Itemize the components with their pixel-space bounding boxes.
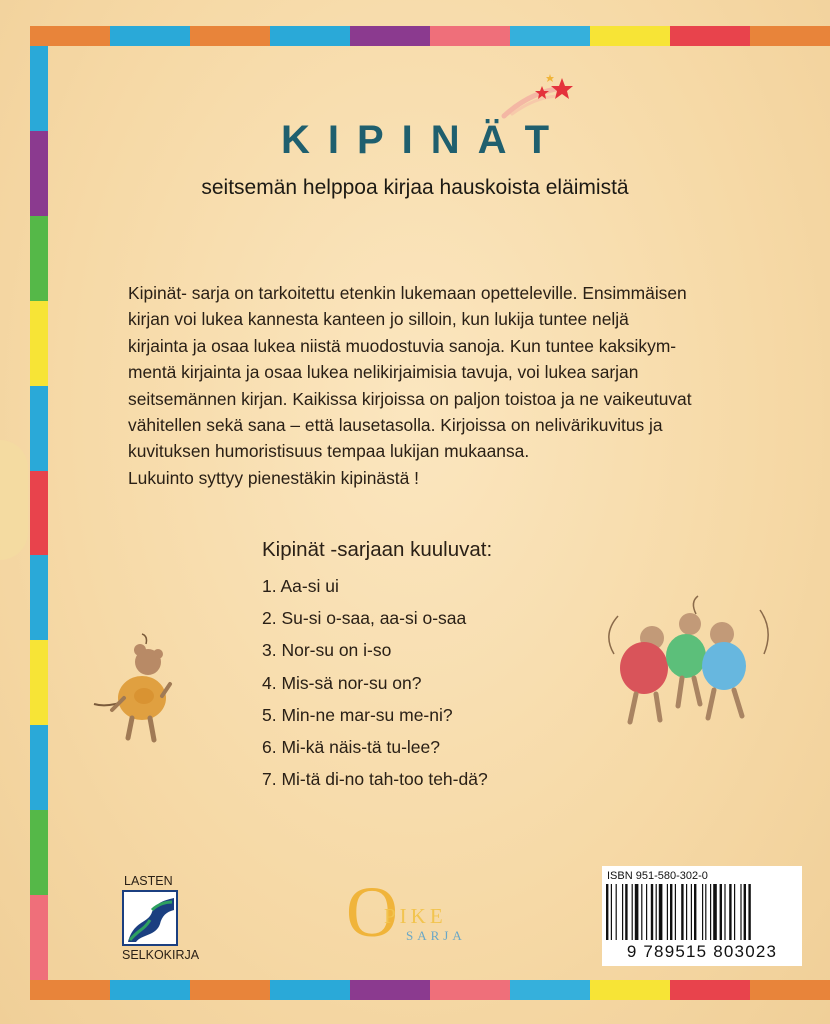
barcode-stripe [705,884,706,940]
border-segment [350,26,430,46]
book-list-item: 4. Mis-sä nor-su on? [262,672,422,693]
barcode-stripe [606,884,608,940]
border-segment [270,980,350,1000]
border-segment [590,980,670,1000]
barcode-stripe [694,884,696,940]
border-segment [510,26,590,46]
border-segment [670,26,750,46]
border-segment [30,26,110,46]
barcode-stripe [729,884,731,940]
barcode-stripe [641,884,642,940]
selkokirja-label: SELKOKIRJA [122,948,200,962]
isbn-label: ISBN 951-580-302-0 [607,870,708,882]
barcode-stripe [686,884,687,940]
border-segment [430,26,510,46]
barcode-stripe [611,884,612,940]
book-list-item: 3. Nor-su on i-so [262,640,392,661]
series-subtitle: seitsemän helppoa kirjaa hauskoista eläimistä [201,176,629,199]
barcode-stripe [734,884,735,940]
book-list-item: 6. Mi-kä näis-tä tu-lee? [262,736,440,757]
book-list-heading: Kipinät -sarjaan kuuluvat: [262,538,493,561]
barcode-stripe [651,884,653,940]
lasten-selkokirja-logo [122,874,200,962]
border-segment [430,980,510,1000]
barcode-stripe [744,884,746,940]
border-segment [30,471,48,556]
barcode-stripe [625,884,627,940]
barcode-stripe [667,884,668,940]
description-line: mentä kirjainta ja osaa lukea nelikirjaimisia tavuja, voi lukea sarjan [128,362,639,383]
lasten-selkokirja-logo-icon [122,890,178,946]
description-line: Lukuinto syttyy pienestäkin kipinästä ! [128,467,419,488]
border-segment [270,26,350,46]
book-list-item: 7. Mi-tä di-no tah-too teh-dä? [262,769,488,790]
border-segment [590,26,670,46]
description-line: kirjainta ja osaa lukea niistä muodostuvia sanoja. Kun tuntee kaksikym- [128,335,677,356]
border-segment [110,980,190,1000]
opike-text: PIKE [384,904,447,928]
cover-bulge [0,440,28,560]
description-line: Kipinät- sarja on tarkoitettu etenkin lukemaan opetteleville. Ensimmäisen [128,283,687,303]
border-segment [30,980,110,1000]
border-segment [350,980,430,1000]
shooting-star-icon [500,72,580,122]
barcode-stripe [635,884,639,940]
border-segment [30,640,48,725]
border-segment [670,980,750,1000]
book-list-item: 5. Min-ne mar-su me-ni? [262,704,453,725]
barcode-stripe [691,884,692,940]
barcode-stripe [681,884,683,940]
description-line: seitsemännen kirjan. Kaikissa kirjoissa on paljon toistoa ja ne vaikeutuvat [128,388,692,409]
description-line: kuvituksen humoristisuus tempaa lukijan mukaansa. [128,441,530,462]
barcode-stripe [656,884,657,940]
sarja-text: SARJA [406,928,466,943]
barcode-area [602,866,802,966]
barcode-stripe [670,884,672,940]
three-mice-illustration [604,594,774,734]
barcode-stripe [710,884,711,940]
barcode-stripe [720,884,722,940]
book-list-item: 2. Su-si o-saa, aa-si o-saa [262,608,467,629]
border-segment [30,725,48,810]
barcode-stripe [646,884,647,940]
barcode-stripe [616,884,617,940]
series-title: KIPINÄT [281,118,567,162]
border-segment [750,980,830,1000]
barcode-stripe [702,884,703,940]
series-description [128,280,752,491]
border-segment [190,26,270,46]
description-line: vähitellen sekä sana – että lausetasolla. Kirjoissa on nelivärikuvitus ja [128,415,663,436]
barcode-stripe [659,884,663,940]
barcode-stripe [748,884,750,940]
border-segment [510,980,590,1000]
bottom-color-border [30,980,830,1000]
border-segment [30,895,48,980]
border-segment [30,386,48,471]
border-segment [30,301,48,386]
border-segment [750,26,830,46]
border-segment [30,216,48,301]
mouse-illustration [88,626,188,746]
barcode-number: 9 789515 803023 [626,942,778,961]
border-segment [190,980,270,1000]
barcode-stripe [675,884,676,940]
book-list-item: 1. Aa-si ui [262,576,339,596]
barcode-stripe [622,884,623,940]
border-segment [30,810,48,895]
barcode-stripe [713,884,717,940]
border-segment [30,555,48,640]
opike-o: O [346,872,398,952]
description-line: kirjan voi lukea kannesta kanteen jo silloin, kun lukija tuntee neljä [128,309,629,330]
border-segment [110,26,190,46]
book-list [262,570,488,795]
lasten-label: LASTEN [124,874,173,888]
barcode-stripe [724,884,725,940]
top-color-border [30,26,830,46]
opike-sarja-logo [340,874,530,964]
barcode-stripe [632,884,633,940]
barcode-icon [606,884,798,942]
barcode-stripe [740,884,741,940]
